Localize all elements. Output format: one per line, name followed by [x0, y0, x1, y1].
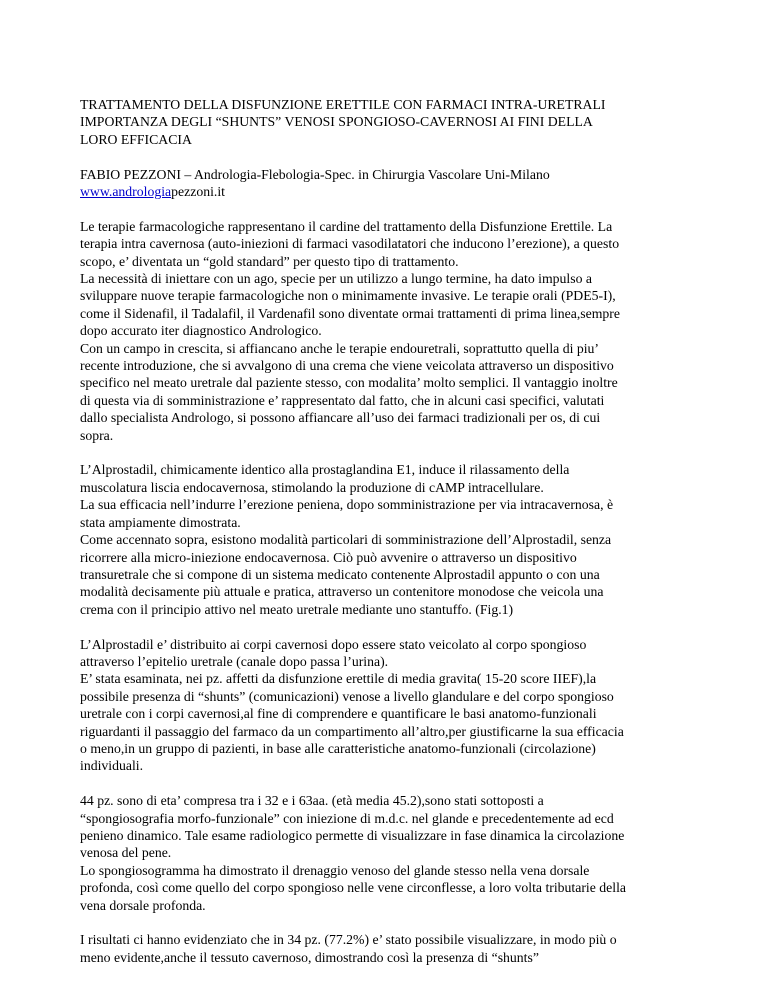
text-line: o meno,in un gruppo di pazienti, in base alle caratteristiche anatomo-funzionali (circolazione)	[80, 740, 596, 756]
text-line: modalità decisamente più attuale e pratica, attraverso un contenitore monodose che veicola una	[80, 584, 604, 600]
title-line: TRATTAMENTO DELLA DISFUNZIONE ERETTILE CON FARMACI INTRA-URETRALI	[80, 97, 606, 112]
text-line: scopo, e’ diventata un “gold standard” per questo tipo di trattamento.	[80, 253, 459, 269]
text-line: profonda, così come quello del corpo spongioso nelle vene circonflesse, a loro volta tributarie della	[80, 880, 627, 896]
text-line: dopo accurato iter diagnostico Andrologico.	[80, 323, 322, 339]
text-line: L’Alprostadil, chimicamente identico alla prostaglandina E1, induce il rilassamento della	[80, 462, 570, 478]
text-line: possibile presenza di “shunts” (comunicazioni) venose a livello glandulare e del corpo spongioso	[80, 688, 614, 704]
paragraph-2	[80, 461, 700, 618]
paragraph-5	[80, 931, 700, 966]
text-line: di questa via di somministrazione e’ rappresentato dal fatto, che in alcuni casi specifici, valutati	[80, 392, 605, 408]
title-line: IMPORTANZA DEGLI “SHUNTS” VENOSI SPONGIOSO-CAVERNOSI AI FINI DELLA	[80, 114, 593, 130]
website-link[interactable]: www.andrologia	[80, 184, 172, 200]
website-suffix: pezzoni.it	[171, 184, 225, 200]
website-line	[80, 183, 700, 200]
text-line: meno evidente,anche il tessuto cavernoso, dimostrando così la presenza di “shunts”	[80, 949, 539, 965]
text-line: Le terapie farmacologiche rappresentano il cardine del trattamento della Disfunzione Erettile. La	[80, 218, 613, 234]
text-line: transuretrale che si compone di un sistema medicato contenente Alprostadil appunto o con una	[80, 566, 600, 582]
text-line: terapia intra cavernosa (auto-iniezioni di farmaci vasodilatatori che inducono l’erezione), a questo	[80, 236, 620, 252]
text-line: venosa del pene.	[80, 845, 172, 861]
text-line: Con un campo in crescita, si affiancano anche le terapie endouretrali, soprattutto quella di piu’	[80, 340, 600, 356]
text-line: vena dorsale profonda.	[80, 897, 206, 913]
text-line: muscolatura liscia endocavernosa, stimolando la produzione di cAMP intracellulare.	[80, 479, 544, 495]
text-line: sopra.	[80, 427, 114, 443]
text-line: L’Alprostadil e’ distribuito ai corpi cavernosi dopo essere stato veicolato al corpo spongioso	[80, 636, 587, 652]
text-line: crema con il principio attivo nel meato uretrale mediante uno stantuffo. (Fig.1)	[80, 601, 514, 617]
text-line: stata ampiamente dimostrata.	[80, 514, 241, 530]
text-line: La sua efficacia nell’indurre l’erezione peniena, dopo somministrazione per via intracavernosa, è	[80, 497, 614, 513]
text-line: E’ stata esaminata, nei pz. affetti da disfunzione erettile di media gravita( 15-20 score IIEF),la	[80, 671, 597, 687]
paragraph-1	[80, 218, 700, 444]
text-line: sviluppare nuove terapie farmacologiche non o minimamente invasive. Le terapie orali (PDE5-I),	[80, 288, 616, 304]
text-line: uretrale con i corpi cavernosi,al fine di comprendere e quantificare le basi anatomo-funzionali	[80, 706, 597, 722]
text-line: 44 pz. sono di eta’ compresa tra i 32 e i 63aa. (età media 45.2),sono stati sottoposti a	[80, 793, 544, 809]
paragraph-4	[80, 792, 700, 914]
author-line: FABIO PEZZONI – Andrologia-Flebologia-Spec. in Chirurgia Vascolare Uni-Milano	[80, 166, 550, 182]
document-page	[80, 96, 700, 966]
text-line: recente introduzione, che si avvalgono di una crema che viene veicolata attraverso un dispositivo	[80, 358, 614, 374]
text-line: Lo spongiosogramma ha dimostrato il drenaggio venoso del glande stesso nella vena dorsale	[80, 862, 590, 878]
text-line: Come accennato sopra, esistono modalità particolari di somministrazione dell’Alprostadil, senza	[80, 532, 612, 548]
author-block	[80, 166, 700, 201]
text-line: attraverso l’epitelio uretrale (canale dopo passa l’urina).	[80, 653, 389, 669]
text-line: individuali.	[80, 758, 144, 774]
title-line: LORO EFFICACIA	[80, 131, 192, 147]
text-line: riguardanti il passaggio del farmaco da un compartimento all’altro,per giustificarne la sua efficacia	[80, 723, 624, 739]
document-title	[80, 96, 700, 148]
text-line: specifico nel meato uretrale dal paziente stesso, con modalita’ molto semplici. Il vantaggio inoltre	[80, 375, 618, 391]
text-line: ricorrere alla micro-iniezione endocavernosa. Ciò può avvenire o attraverso un dispositivo	[80, 549, 577, 565]
text-line: dallo specialista Andrologo, si possono affiancare all’uso dei farmaci tradizionali per os, di cui	[80, 410, 601, 426]
text-line: come il Sidenafil, il Tadalafil, il Vardenafil sono diventate ormai trattamenti di prima linea,sempre	[80, 305, 620, 321]
text-line: La necessità di iniettare con un ago, specie per un utilizzo a lungo termine, ha dato impulso a	[80, 271, 593, 287]
text-line: penieno dinamico. Tale esame radiologico permette di visualizzare in fase dinamica la circolazione	[80, 827, 625, 843]
paragraph-3	[80, 636, 700, 775]
text-line: “spongiosografia morfo-funzionale” con iniezione di m.d.c. nel glande e precedentemente ad ecd	[80, 810, 614, 826]
text-line: I risultati ci hanno evidenziato che in 34 pz. (77.2%) e’ stato possibile visualizzare, in modo più o	[80, 932, 617, 948]
